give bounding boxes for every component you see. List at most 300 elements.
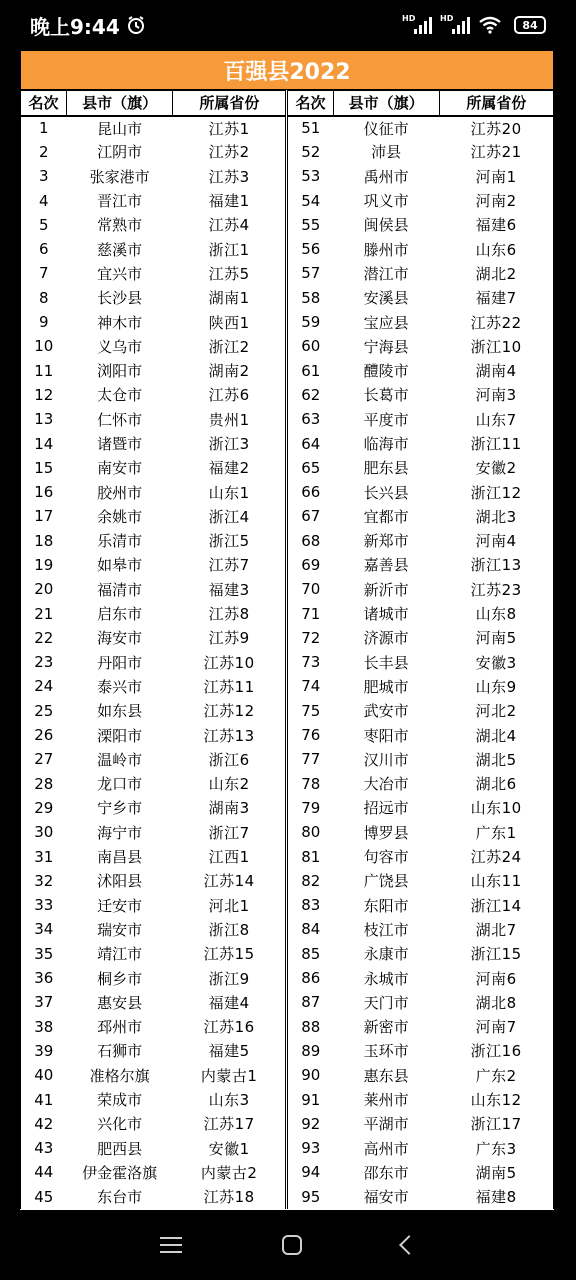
province-cell: 福建7 (439, 286, 553, 310)
rank-cell: 15 (21, 456, 67, 480)
rank-cell: 70 (287, 577, 333, 601)
rank-cell: 69 (287, 553, 333, 577)
city-cell: 迁安市 (97, 896, 143, 915)
table-row (21, 1185, 554, 1209)
table-row (21, 140, 554, 164)
city-cell: 永城市 (363, 969, 409, 988)
table-row (21, 553, 554, 577)
table-row (21, 188, 554, 212)
city-cell: 莱州市 (363, 1091, 409, 1110)
city-cell: 瑞安市 (97, 920, 143, 939)
province-cell: 陕西1 (208, 313, 250, 332)
province-cell: 山东12 (439, 1087, 553, 1111)
table-row (21, 893, 554, 917)
province-cell: 浙江15 (439, 942, 553, 966)
province-cell: 湖北4 (439, 723, 553, 747)
province-cell: 浙江12 (439, 480, 553, 504)
table-row (21, 966, 554, 990)
city-cell: 惠安县 (97, 993, 143, 1012)
city-cell: 义乌市 (97, 337, 143, 356)
province-cell: 江苏16 (203, 1018, 255, 1037)
table-row (21, 213, 554, 237)
rank-cell: 6 (21, 237, 67, 261)
table-row (21, 699, 554, 723)
province-cell: 山东1 (208, 483, 250, 502)
city-cell: 大冶市 (363, 775, 409, 794)
city-cell: 临海市 (363, 435, 409, 453)
province-cell: 浙江7 (208, 823, 250, 842)
province-cell: 浙江10 (439, 334, 553, 358)
header-city-2: 县市（旗） (333, 91, 439, 116)
table-row (21, 796, 554, 820)
city-cell: 玉环市 (363, 1042, 409, 1061)
city-cell: 武安市 (363, 702, 409, 721)
province-cell: 浙江5 (208, 532, 250, 551)
city-cell: 准格尔旗 (89, 1066, 150, 1085)
province-cell: 山东3 (208, 1091, 250, 1110)
rank-cell: 79 (287, 796, 333, 820)
province-cell: 内蒙古2 (200, 1163, 258, 1182)
rank-cell: 4 (21, 188, 67, 212)
city-cell: 平度市 (363, 410, 409, 429)
table-row (21, 650, 554, 674)
rank-cell: 54 (287, 188, 333, 212)
rank-cell: 36 (21, 966, 67, 990)
city-cell: 新沂市 (363, 580, 409, 599)
province-cell: 江苏22 (439, 310, 553, 334)
province-cell: 浙江13 (439, 553, 553, 577)
rank-cell: 53 (287, 164, 333, 188)
city-cell: 南安市 (97, 459, 143, 478)
city-cell: 浏阳市 (97, 362, 143, 381)
rank-cell: 66 (287, 480, 333, 504)
table-row (21, 869, 554, 893)
rank-cell: 68 (287, 529, 333, 553)
province-cell: 福建8 (439, 1185, 553, 1209)
province-cell: 江苏10 (203, 653, 255, 672)
city-cell: 如皋市 (97, 556, 143, 575)
rank-cell: 34 (21, 917, 67, 941)
table-row (21, 480, 554, 504)
rank-cell: 16 (21, 480, 67, 504)
city-cell: 济源市 (363, 629, 409, 648)
rank-cell: 72 (287, 626, 333, 650)
province-cell: 湖北8 (439, 990, 553, 1014)
city-cell: 海安市 (97, 629, 143, 648)
city-cell: 东阳市 (363, 896, 409, 915)
city-cell: 惠东县 (363, 1066, 409, 1085)
rank-cell: 92 (287, 1112, 333, 1136)
city-cell: 仪征市 (363, 119, 409, 138)
city-cell: 永康市 (363, 945, 409, 964)
table-row (21, 1014, 554, 1038)
rank-cell: 78 (287, 772, 333, 796)
province-cell: 河南5 (439, 626, 553, 650)
table-row (21, 747, 554, 771)
rank-cell: 37 (21, 990, 67, 1014)
province-cell: 浙江16 (439, 1039, 553, 1063)
province-cell: 湖北6 (439, 772, 553, 796)
rank-cell: 42 (21, 1112, 67, 1136)
table-row (21, 1160, 554, 1184)
city-cell: 新密市 (363, 1018, 409, 1037)
city-cell: 温岭市 (97, 750, 143, 769)
city-cell: 肥西县 (97, 1139, 143, 1158)
table-row (21, 431, 554, 455)
city-cell: 龙口市 (97, 775, 143, 794)
table-row (21, 358, 554, 382)
rank-cell: 86 (287, 966, 333, 990)
table-row (21, 310, 554, 334)
city-cell: 安溪县 (363, 289, 409, 308)
city-cell: 宜都市 (363, 507, 409, 526)
table-row (21, 286, 554, 310)
city-cell: 东台市 (97, 1188, 143, 1207)
province-cell: 江苏8 (208, 605, 250, 624)
province-cell: 山东10 (439, 796, 553, 820)
province-cell: 河南2 (439, 188, 553, 212)
rank-cell: 51 (287, 116, 333, 140)
province-cell: 浙江4 (208, 507, 250, 526)
province-cell: 福建6 (439, 213, 553, 237)
city-cell: 醴陵市 (363, 362, 409, 381)
rank-cell: 58 (287, 286, 333, 310)
table-row (21, 1063, 554, 1087)
city-cell: 天门市 (363, 993, 409, 1012)
status-left (30, 11, 146, 40)
rank-cell: 81 (287, 844, 333, 868)
city-cell: 广饶县 (363, 872, 409, 891)
table-row (21, 334, 554, 358)
city-cell: 高州市 (363, 1139, 409, 1158)
province-cell: 江苏5 (208, 264, 250, 283)
province-cell: 江苏21 (439, 140, 553, 164)
province-cell: 浙江14 (439, 893, 553, 917)
province-cell: 浙江6 (208, 750, 250, 769)
city-cell: 邳州市 (97, 1018, 143, 1037)
rank-cell: 76 (287, 723, 333, 747)
province-cell: 江苏15 (203, 945, 255, 964)
rank-cell: 91 (287, 1087, 333, 1111)
table-row (21, 383, 554, 407)
province-cell: 河北1 (208, 896, 250, 915)
province-cell: 湖南5 (439, 1160, 553, 1184)
province-cell: 山东6 (439, 237, 553, 261)
city-cell: 江阴市 (97, 143, 143, 162)
clock-time: 晚上9:44 (30, 14, 120, 39)
table-row (21, 456, 554, 480)
city-cell: 张家港市 (89, 167, 150, 186)
rank-cell: 40 (21, 1063, 67, 1087)
city-cell: 长兴县 (363, 483, 409, 502)
province-cell: 山东9 (439, 674, 553, 698)
city-cell: 句容市 (363, 848, 409, 867)
city-cell: 晋江市 (97, 192, 143, 211)
province-cell: 福建3 (208, 580, 250, 599)
rank-cell: 23 (21, 650, 67, 674)
city-cell: 巩义市 (363, 192, 409, 211)
province-cell: 福建5 (208, 1042, 250, 1061)
province-cell: 浙江1 (208, 240, 250, 259)
city-cell: 嘉善县 (363, 556, 409, 575)
table-row (21, 723, 554, 747)
city-cell: 新郑市 (363, 532, 409, 551)
hd-label: HD (402, 14, 416, 23)
header-rank-2: 名次 (287, 91, 333, 116)
rank-cell: 62 (287, 383, 333, 407)
province-cell: 浙江8 (208, 920, 250, 939)
city-cell: 溧阳市 (97, 726, 143, 745)
city-cell: 太仓市 (97, 386, 143, 405)
table-row (21, 844, 554, 868)
province-cell: 江苏14 (203, 872, 255, 891)
province-cell: 河北2 (439, 699, 553, 723)
city-cell: 平湖市 (363, 1115, 409, 1134)
ranking-table (20, 90, 554, 1209)
city-cell: 枣阳市 (363, 726, 409, 745)
rank-cell: 85 (287, 942, 333, 966)
city-cell: 福安市 (363, 1188, 409, 1207)
city-cell: 宁乡市 (97, 799, 143, 818)
ranking-image (20, 50, 554, 1210)
table-row (21, 116, 554, 140)
province-cell: 江苏1 (208, 119, 250, 138)
rank-cell: 90 (287, 1063, 333, 1087)
navigation-bar (0, 1210, 576, 1280)
province-cell: 湖南2 (208, 362, 250, 381)
table-row (21, 1087, 554, 1111)
rank-cell: 87 (287, 990, 333, 1014)
rank-cell: 45 (21, 1185, 67, 1209)
header-rank: 名次 (21, 91, 67, 116)
city-cell: 荣成市 (97, 1091, 143, 1110)
province-cell: 江苏24 (439, 844, 553, 868)
city-cell: 石狮市 (97, 1042, 143, 1061)
city-cell: 滕州市 (363, 240, 409, 259)
province-cell: 浙江17 (439, 1112, 553, 1136)
province-cell: 江苏12 (203, 702, 255, 721)
rank-cell: 3 (21, 164, 67, 188)
city-cell: 胶州市 (97, 483, 143, 502)
rank-cell: 94 (287, 1160, 333, 1184)
city-cell: 闽侯县 (363, 216, 409, 235)
province-cell: 湖南4 (439, 358, 553, 382)
rank-cell: 11 (21, 358, 67, 382)
rank-cell: 31 (21, 844, 67, 868)
province-cell: 福建2 (208, 459, 250, 478)
rank-cell: 30 (21, 820, 67, 844)
rank-cell: 73 (287, 650, 333, 674)
city-cell: 诸暨市 (97, 435, 143, 453)
city-cell: 肥东县 (363, 459, 409, 478)
table-title: 百强县2022 (20, 50, 554, 90)
province-cell: 湖北2 (439, 261, 553, 285)
city-cell: 昆山市 (97, 119, 143, 138)
rank-cell: 39 (21, 1039, 67, 1063)
rank-cell: 12 (21, 383, 67, 407)
province-cell: 江苏20 (439, 116, 553, 140)
table-row (21, 772, 554, 796)
rank-cell: 2 (21, 140, 67, 164)
rank-cell: 20 (21, 577, 67, 601)
rank-cell: 8 (21, 286, 67, 310)
rank-cell: 18 (21, 529, 67, 553)
city-cell: 泰兴市 (97, 677, 143, 696)
province-cell: 湖南1 (208, 289, 250, 308)
rank-cell: 61 (287, 358, 333, 382)
province-cell: 福建4 (208, 993, 250, 1012)
city-cell: 沭阳县 (97, 872, 143, 891)
rank-cell: 22 (21, 626, 67, 650)
header-city: 县市（旗） (67, 91, 173, 116)
city-cell: 桐乡市 (97, 969, 143, 988)
status-bar (0, 0, 576, 50)
rank-cell: 82 (287, 869, 333, 893)
province-cell: 江苏17 (203, 1115, 255, 1134)
province-cell: 山东7 (439, 407, 553, 431)
wifi-icon (478, 16, 502, 34)
province-cell: 内蒙古1 (200, 1066, 258, 1085)
rank-cell: 80 (287, 820, 333, 844)
province-cell: 湖北7 (439, 917, 553, 941)
menu-icon[interactable] (160, 1237, 182, 1253)
rank-cell: 88 (287, 1014, 333, 1038)
rank-cell: 77 (287, 747, 333, 771)
rank-cell: 67 (287, 504, 333, 528)
province-cell: 江苏9 (208, 629, 250, 648)
province-cell: 江苏2 (208, 143, 250, 162)
province-cell: 浙江3 (208, 435, 250, 453)
rank-cell: 44 (21, 1160, 67, 1184)
rank-cell: 7 (21, 261, 67, 285)
rank-cell: 17 (21, 504, 67, 528)
province-cell: 福建1 (208, 192, 250, 211)
city-cell: 长沙县 (97, 289, 143, 308)
table-header-row (21, 91, 554, 116)
table-row (21, 1112, 554, 1136)
province-cell: 江苏6 (208, 386, 250, 405)
header-province-2: 所属省份 (439, 91, 553, 116)
city-cell: 宜兴市 (97, 264, 143, 283)
rank-cell: 55 (287, 213, 333, 237)
province-cell: 安徽2 (439, 456, 553, 480)
city-cell: 宝应县 (363, 313, 409, 332)
city-cell: 兴化市 (97, 1115, 143, 1134)
rank-cell: 41 (21, 1087, 67, 1111)
rank-cell: 75 (287, 699, 333, 723)
rank-cell: 26 (21, 723, 67, 747)
province-cell: 湖北5 (439, 747, 553, 771)
city-cell: 如东县 (97, 702, 143, 721)
city-cell: 余姚市 (97, 507, 143, 526)
header-province: 所属省份 (173, 91, 287, 116)
city-cell: 仁怀市 (97, 410, 143, 429)
rank-cell: 59 (287, 310, 333, 334)
rank-cell: 84 (287, 917, 333, 941)
province-cell: 江苏7 (208, 556, 250, 575)
province-cell: 广东1 (439, 820, 553, 844)
province-cell: 贵州1 (208, 410, 250, 429)
city-cell: 长丰县 (363, 653, 409, 672)
city-cell: 诸城市 (363, 605, 409, 624)
table-row (21, 261, 554, 285)
rank-cell: 93 (287, 1136, 333, 1160)
back-icon[interactable] (399, 1235, 419, 1255)
rank-cell: 13 (21, 407, 67, 431)
hd-label-2: HD (440, 14, 454, 23)
province-cell: 浙江9 (208, 969, 250, 988)
province-cell: 安徽1 (208, 1139, 250, 1158)
rank-cell: 27 (21, 747, 67, 771)
province-cell: 湖南3 (208, 799, 250, 818)
table-row (21, 529, 554, 553)
table-row (21, 674, 554, 698)
status-right (402, 16, 546, 34)
city-cell: 长葛市 (363, 386, 409, 405)
city-cell: 沛县 (371, 143, 402, 162)
city-cell: 靖江市 (97, 945, 143, 964)
city-cell: 枝江市 (363, 920, 409, 939)
province-cell: 山东8 (439, 601, 553, 625)
province-cell: 浙江11 (439, 431, 553, 455)
rank-cell: 21 (21, 601, 67, 625)
city-cell: 启东市 (97, 605, 143, 624)
table-row (21, 626, 554, 650)
table-row (21, 237, 554, 261)
table-row (21, 990, 554, 1014)
rank-cell: 56 (287, 237, 333, 261)
province-cell: 广东3 (439, 1136, 553, 1160)
province-cell: 江苏18 (203, 1188, 255, 1207)
rank-cell: 52 (287, 140, 333, 164)
rank-cell: 65 (287, 456, 333, 480)
rank-cell: 83 (287, 893, 333, 917)
rank-cell: 64 (287, 431, 333, 455)
city-cell: 海宁市 (97, 823, 143, 842)
alarm-icon (126, 15, 146, 35)
rank-cell: 89 (287, 1039, 333, 1063)
rank-cell: 32 (21, 869, 67, 893)
province-cell: 江西1 (208, 848, 250, 867)
rank-cell: 5 (21, 213, 67, 237)
rank-cell: 63 (287, 407, 333, 431)
table-row (21, 577, 554, 601)
city-cell: 宁海县 (363, 337, 409, 356)
rank-cell: 60 (287, 334, 333, 358)
rank-cell: 14 (21, 431, 67, 455)
table-row (21, 164, 554, 188)
city-cell: 招远市 (363, 799, 409, 818)
city-cell: 肥城市 (363, 677, 409, 696)
home-icon[interactable] (282, 1235, 302, 1255)
province-cell: 河南4 (439, 529, 553, 553)
province-cell: 河南3 (439, 383, 553, 407)
rank-cell: 9 (21, 310, 67, 334)
rank-cell: 35 (21, 942, 67, 966)
rank-cell: 57 (287, 261, 333, 285)
table-row (21, 504, 554, 528)
rank-cell: 24 (21, 674, 67, 698)
table-row (21, 1039, 554, 1063)
province-cell: 江苏23 (439, 577, 553, 601)
signal-icon-2 (440, 16, 470, 34)
province-cell: 湖北3 (439, 504, 553, 528)
province-cell: 江苏4 (208, 216, 250, 235)
city-cell: 伊金霍洛旗 (82, 1163, 158, 1182)
rank-cell: 71 (287, 601, 333, 625)
rank-cell: 29 (21, 796, 67, 820)
rank-cell: 25 (21, 699, 67, 723)
